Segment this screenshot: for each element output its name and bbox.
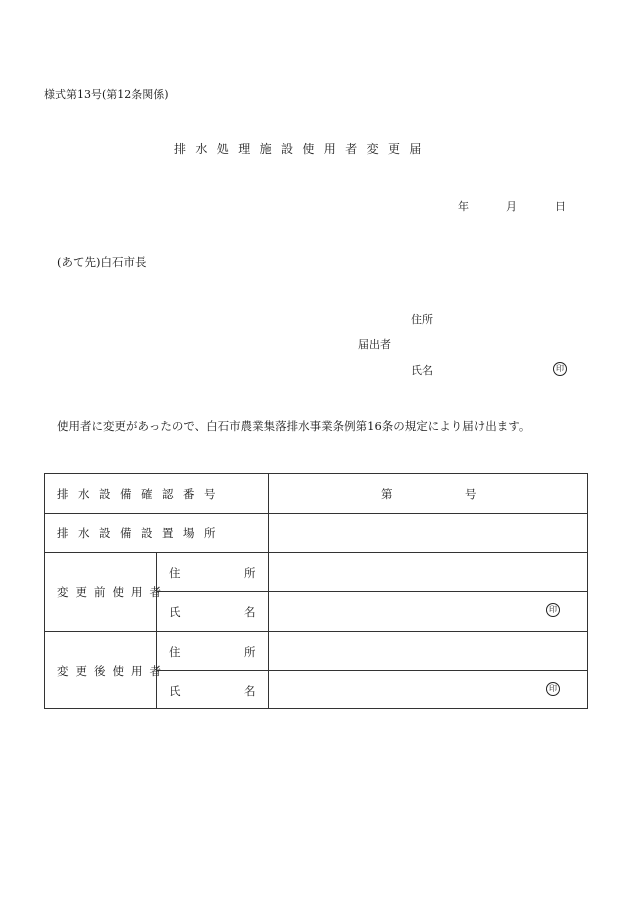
previous-user-name-label-part1: 氏 (169, 605, 181, 619)
new-user-label: 変更後使用者 (57, 664, 168, 678)
previous-user-address-label-part1: 住 (169, 566, 181, 580)
row-divider (156, 670, 587, 671)
confirmation-number-suffix: 号 (465, 487, 477, 501)
previous-user-name-label-part2: 名 (244, 605, 256, 619)
previous-user-label: 変更前使用者 (57, 585, 168, 599)
date-year-label: 年 (458, 200, 469, 213)
statement-text: 使用者に変更があったので、白石市農業集落排水事業条例第16条の規定により届け出ます。 (57, 419, 531, 433)
row-divider (45, 631, 587, 632)
confirmation-number-label: 排水設備確認番号 (57, 487, 225, 501)
previous-user-address-label-part2: 所 (244, 566, 256, 580)
form-table (44, 473, 588, 709)
new-user-address-label-part2: 所 (244, 645, 256, 659)
applicant-name-label: 氏名 (411, 364, 433, 377)
column-divider (156, 552, 157, 708)
confirmation-number-prefix: 第 (381, 487, 393, 501)
column-divider (268, 474, 269, 708)
addressee: (あて先)白石市長 (57, 255, 147, 269)
new-user-seal-icon: 印 (546, 682, 560, 696)
date-month-label: 月 (506, 200, 517, 213)
row-divider (156, 591, 587, 592)
row-divider (45, 552, 587, 553)
previous-user-seal-icon: 印 (546, 603, 560, 617)
installation-location-label: 排水設備設置場所 (57, 526, 225, 540)
document-title: 排水処理施設使用者変更届 (174, 142, 431, 156)
applicant-address-label: 住所 (411, 313, 433, 326)
new-user-name-label-part2: 名 (244, 684, 256, 698)
new-user-name-label-part1: 氏 (169, 684, 181, 698)
applicant-role-label: 届出者 (358, 338, 391, 351)
date-day-label: 日 (555, 200, 566, 213)
row-divider (45, 513, 587, 514)
form-number: 様式第13号(第12条関係) (44, 88, 169, 101)
applicant-seal-icon: 印 (553, 362, 567, 376)
new-user-address-label-part1: 住 (169, 645, 181, 659)
